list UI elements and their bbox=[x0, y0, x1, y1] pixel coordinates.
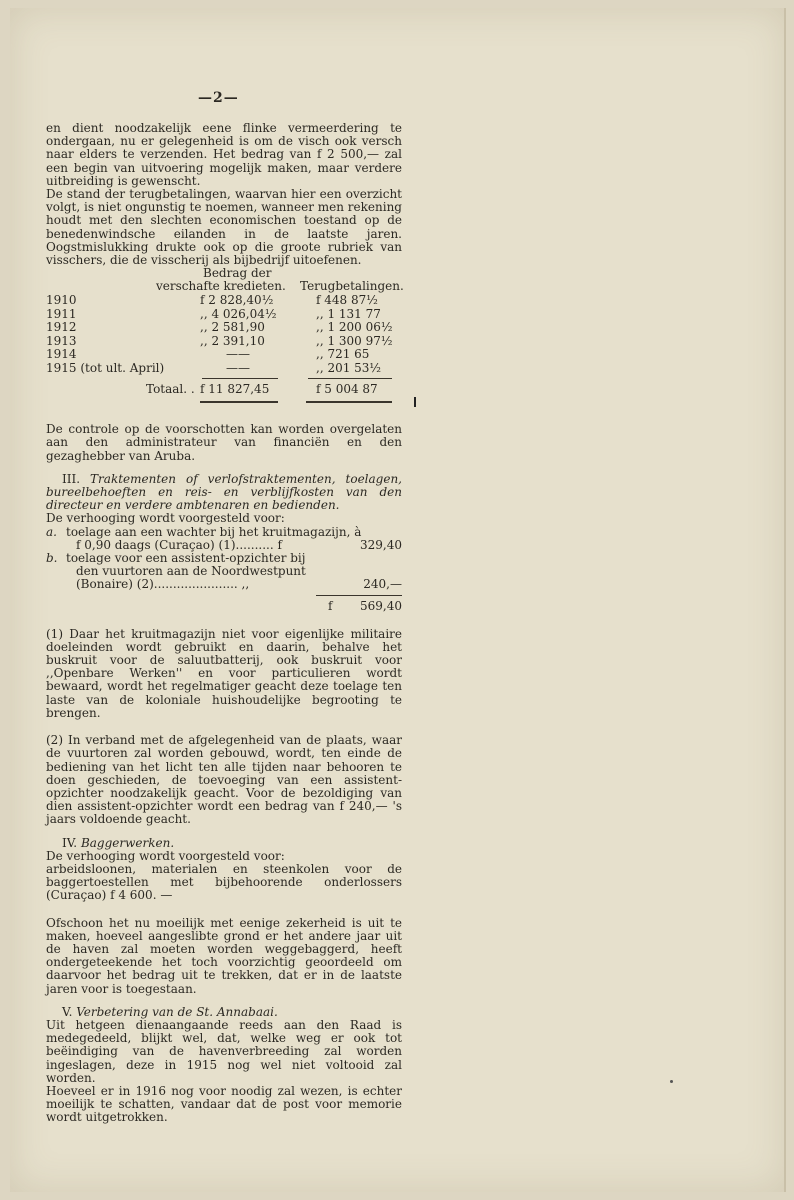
row-credit: —— bbox=[226, 347, 250, 362]
item-b-line-1: toelage voor een assistent-opzichter bij bbox=[66, 551, 306, 566]
row-repay: ,, 201 53½ bbox=[316, 360, 382, 375]
item-a-amount: 329,40 bbox=[360, 537, 402, 552]
item-b-line-2: den vuurtoren aan de Noordwestpunt bbox=[76, 564, 306, 579]
row-credit: ,, 2 581,90 bbox=[200, 320, 265, 335]
section-4-number: IV. bbox=[62, 835, 78, 850]
section-3-total-prefix: f bbox=[328, 598, 333, 613]
table-double-rule bbox=[46, 399, 402, 413]
rule bbox=[200, 401, 278, 403]
ofschoon-paragraph: Ofschoon het nu moeilijk met eenige zekerheid is uit te maken, hoeveel aangeslibte grond er het andere jaar uit de haven zal moeten worden weggebaggerd, heeft ondergeteekende het toch voorzichtig geoordeeld om daarvoor het bedrag uit te trekken, dat er in de laatste jaren voor is toegestaan. bbox=[46, 915, 402, 996]
row-credit: ,, 4 026,04½ bbox=[200, 306, 277, 321]
rule bbox=[316, 595, 402, 596]
item-b-line-3: (Bonaire) (2)...................... ,, bbox=[76, 577, 250, 592]
section-5-paragraph-2: Hoeveel er in 1916 nog voor noodig zal wezen, is echter moeilijk te schatten, vandaar dat de post voor memorie wordt uitgetrokken. bbox=[46, 1083, 402, 1125]
item-a-line-2: f 0,90 daags (Curaçao) (1).......... f bbox=[76, 537, 282, 552]
row-credit: f 2 828,40½ bbox=[200, 293, 274, 308]
row-repay: ,, 1 131 77 bbox=[316, 306, 381, 321]
row-year: 1913 bbox=[46, 333, 77, 348]
section-5-heading bbox=[46, 1006, 402, 1019]
row-repay: ,, 1 200 06½ bbox=[316, 320, 393, 335]
section-4-heading bbox=[46, 837, 402, 850]
repayment-table bbox=[46, 267, 402, 413]
table-row bbox=[46, 362, 402, 376]
section-5-number: V. bbox=[62, 1004, 73, 1019]
header-credits: verschafte kredieten. bbox=[156, 279, 286, 294]
spacer bbox=[46, 720, 402, 734]
section-5-paragraph-1: Uit hetgeen dienaangaande reeds aan den Raad is medegedeeld, blijkt wel, dat, welke weg er ook tot beëindiging van de havenverbreeding zal worden ingeslagen, deze in 1915 nog wel niet voltooid zal worden. bbox=[46, 1017, 402, 1085]
row-year: 1912 bbox=[46, 320, 77, 335]
section-3-intro: De verhooging wordt voorgesteld voor: bbox=[46, 511, 285, 526]
intro-paragraph-2: De stand der terugbetalingen, waarvan hier een overzicht volgt, is niet ongunstig te noemen, wanneer men rekening houdt met den slechten economischen toestand op de benedenwindsche eilanden in de laatste jaren. Oogstmislukking drukte ook op die groote rubriek van visschers, die de visscherij als bijbedrijf uitoefenen. bbox=[46, 187, 402, 268]
table-row bbox=[46, 348, 402, 362]
section-3-item-b bbox=[46, 552, 402, 592]
total-credit: f 11 827,45 bbox=[200, 382, 270, 397]
row-year: 1915 (tot ult. April) bbox=[46, 360, 165, 375]
rule bbox=[308, 378, 392, 379]
section-3-item-a bbox=[46, 526, 402, 552]
section-3-total-amount: 569,40 bbox=[360, 598, 402, 613]
note-1: (1) Daar het kruitmagazijn niet voor eigenlijke militaire doeleinden wordt gebruikt en daarin, behalve het buskruit voor de saluutbatterij, ook buskruit voor ,,Openbare Werken'' en voor particulieren wordt bewaard, wordt het regelmatiger geacht deze toelage ten laste van de koloniale huishoudelijke begrooting te brengen. bbox=[46, 626, 402, 720]
row-year: 1914 bbox=[46, 347, 77, 362]
item-a-label: a. bbox=[46, 524, 57, 539]
section-4-title: Baggerwerken. bbox=[80, 835, 175, 850]
table-total-row bbox=[46, 375, 402, 399]
section-4-intro: De verhooging wordt voorgesteld voor: bbox=[46, 848, 285, 863]
total-label: Totaal. . bbox=[146, 382, 195, 397]
table-row bbox=[46, 308, 402, 322]
row-repay: ,, 721 65 bbox=[316, 347, 370, 362]
row-credit: ,, 2 391,10 bbox=[200, 333, 265, 348]
row-repay: ,, 1 300 97½ bbox=[316, 333, 393, 348]
spacer bbox=[46, 903, 402, 917]
rule bbox=[202, 378, 278, 379]
text-column bbox=[46, 122, 402, 1125]
table-row bbox=[46, 335, 402, 349]
section-3-heading bbox=[46, 473, 402, 513]
section-3-total bbox=[46, 592, 402, 614]
item-b-amount: 240,— bbox=[363, 577, 402, 592]
table-row bbox=[46, 294, 402, 308]
control-paragraph: De controle op de voorschotten kan worden overgelaten aan den administrateur van financiën en den gezaghebber van Aruba. bbox=[46, 422, 402, 463]
item-b-line-3-row bbox=[66, 578, 402, 591]
header-repayments: Terugbetalingen. bbox=[300, 279, 404, 294]
row-year: 1911 bbox=[46, 306, 77, 321]
total-repay: f 5 004 87 bbox=[316, 382, 378, 397]
rule bbox=[306, 401, 392, 403]
header-bedrag-der: Bedrag der bbox=[203, 266, 272, 281]
paper-speck bbox=[670, 1080, 673, 1083]
intro-paragraph-1: en dient noodzakelijk eene flinke vermeerdering te ondergaan, nu er gelegenheid is om de visch ook versch naar elders te verzenden. Het bedrag van f 2 500,— zal een begin van uitvoering mogelijk maken, maar verdere uitbreiding is gewenscht. bbox=[46, 121, 402, 188]
item-b-label: b. bbox=[46, 551, 58, 566]
page-number: —2— bbox=[198, 90, 239, 106]
table-row bbox=[46, 321, 402, 335]
note-2: (2) In verband met de afgelegenheid van de plaats, waar de vuurtoren zal worden gebouwd, wordt, ten einde de bediening van het licht ten alle tijden naar behooren te doen geschieden, de toevoeging van een assistent-opzichter noodzakelijk geacht. Voor de bezoldiging van dien assistent-opzichter wordt een bedrag van f 240,— 's jaars voldoende geacht. bbox=[46, 733, 402, 827]
margin-mark bbox=[414, 397, 416, 407]
section-3-number: III. bbox=[62, 471, 81, 486]
row-year: 1910 bbox=[46, 293, 77, 308]
row-repay: f 448 87½ bbox=[316, 293, 378, 308]
spacer bbox=[46, 614, 402, 628]
item-a-line-1: toelage aan een wachter bij het kruitmagazijn, à bbox=[66, 524, 362, 539]
table-header bbox=[46, 267, 402, 294]
row-credit: —— bbox=[226, 360, 250, 375]
section-5-title: Verbetering van de St. Annabaai. bbox=[76, 1004, 278, 1019]
section-3-title: Traktementen of verlofstraktementen, toelagen, bureelbehoeften en reis- en verblijfkosten van den directeur en verdere ambtenaren en bedienden. bbox=[46, 471, 402, 513]
section-4-text: arbeidsloonen, materialen en steenkolen voor de baggertoestellen met bijbehoorende onderlossers (Curaçao) f 4 600. — bbox=[46, 861, 402, 903]
